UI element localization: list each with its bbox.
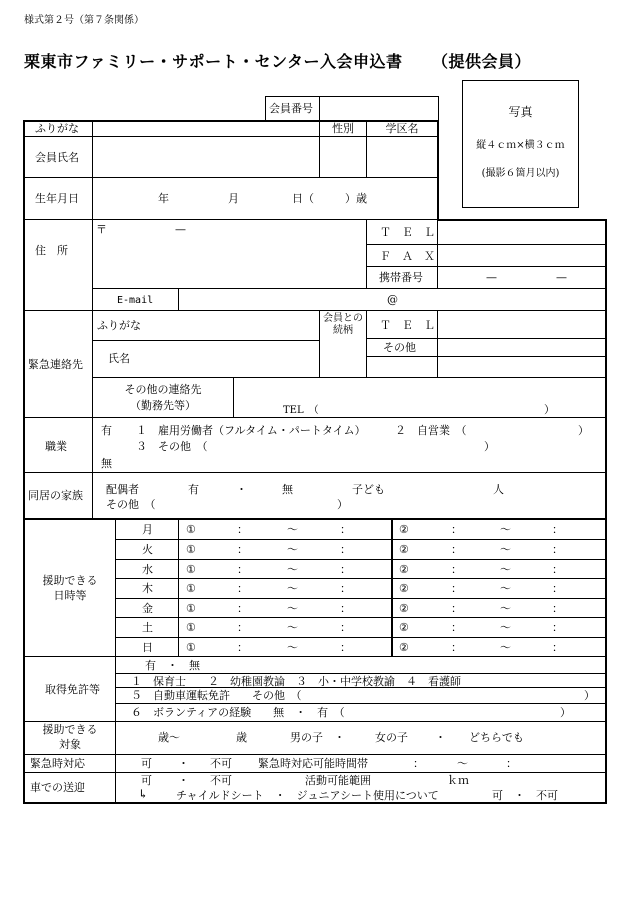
slot1-marker: ① <box>186 563 196 576</box>
emergency-name-field[interactable] <box>150 342 318 376</box>
mobile-label: 携帯番号 <box>379 271 423 284</box>
mobile-dash-2: — <box>556 271 567 284</box>
slot1-colon-1: ： <box>237 641 248 654</box>
slot1-colon-2: ： <box>340 621 351 634</box>
day-label: 火 <box>142 543 153 556</box>
slot1-colon-1: ： <box>237 563 248 576</box>
car-seat-label: チャイルドシート ・ ジュニアシート使用について <box>176 789 439 802</box>
email-label: E-mail <box>117 295 154 306</box>
postal-dash: — <box>175 223 186 236</box>
occupation-opt3-close: ） <box>484 440 495 453</box>
emergency-response-label: 緊急時対応 <box>30 757 85 770</box>
occupation-label: 職業 <box>45 440 67 453</box>
slot2-tilde: ～ <box>500 641 511 654</box>
slot1-colon-1: ： <box>237 523 248 536</box>
slot2-tilde: ～ <box>500 602 511 615</box>
slot1-marker: ① <box>186 582 196 595</box>
fax-field[interactable] <box>439 246 604 265</box>
occupation-opt2: ２ 自営業 （ <box>395 424 467 437</box>
family-people: 人 <box>493 483 504 496</box>
slot2-colon-2: ： <box>552 602 563 615</box>
furigana-field[interactable] <box>94 121 318 135</box>
slot2-colon-1: ： <box>451 543 462 556</box>
target-girl: 女の子 <box>375 731 408 744</box>
emergency-response-dot: ・ <box>178 757 189 770</box>
family-label: 同居の家族 <box>28 489 83 502</box>
member-name-field[interactable] <box>94 138 318 176</box>
emergency-hours-tilde: ～ <box>457 757 468 770</box>
family-yes: 有 <box>188 483 199 496</box>
slot1-marker: ① <box>186 621 196 634</box>
family-no: 無 <box>282 483 293 496</box>
occupation-opt3: ３ その他 （ <box>136 440 208 453</box>
slot2-colon-2: ： <box>552 523 563 536</box>
license-line1: １ 保育士 ２ 幼稚園教論 ３ 小・中学校教諭 ４ 看護師 <box>131 675 461 688</box>
availability-label-1: 援助できる <box>42 574 98 587</box>
dob-day: 日（ <box>292 192 314 205</box>
car-seat-ok: 可 <box>492 789 503 802</box>
member-number-label: 会員番号 <box>269 102 313 115</box>
family-other: その他 （ <box>106 498 156 511</box>
slot1-tilde: ～ <box>287 563 298 576</box>
target-boy: 男の子 ・ <box>290 731 345 744</box>
family-other-close: ） <box>337 498 348 511</box>
family-children: 子ども <box>352 483 385 496</box>
emergency-tel-label: Ｔ Ｅ Ｌ <box>380 319 435 332</box>
slot2-marker: ② <box>399 602 409 615</box>
license-line2-close: ） <box>584 689 595 702</box>
slot2-colon-2: ： <box>552 621 563 634</box>
slot1-colon-2: ： <box>340 543 351 556</box>
slot1-tilde: ～ <box>287 602 298 615</box>
slot2-colon-2: ： <box>552 563 563 576</box>
email-at: @ <box>387 293 398 306</box>
slot2-tilde: ～ <box>500 543 511 556</box>
other-contact-label-2: （勤務先等） <box>130 399 196 412</box>
slot1-colon-2: ： <box>340 582 351 595</box>
occupation-yes: 有 <box>101 424 112 437</box>
member-name-label: 会員氏名 <box>35 151 79 164</box>
emergency-label: 緊急連絡先 <box>28 358 83 371</box>
day-label: 木 <box>142 582 153 595</box>
license-label: 取得免許等 <box>45 683 100 696</box>
car-seat-dot: ・ <box>514 789 525 802</box>
slot2-marker: ② <box>399 563 409 576</box>
slot2-colon-2: ： <box>552 582 563 595</box>
dob-year: 年 <box>158 192 169 205</box>
slot2-tilde: ～ <box>500 621 511 634</box>
license-yes-no: 有 ・ 無 <box>145 659 200 672</box>
car-range-label: 活動可能範囲 <box>305 774 371 787</box>
slot1-colon-2: ： <box>340 602 351 615</box>
school-district-field[interactable] <box>368 138 436 176</box>
slot1-marker: ① <box>186 523 196 536</box>
slot1-marker: ① <box>186 543 196 556</box>
slot2-colon-1: ： <box>451 523 462 536</box>
address-field[interactable] <box>94 221 365 287</box>
family-spouse: 配偶者 <box>106 483 139 496</box>
mobile-dash-1: — <box>486 271 497 284</box>
slot1-colon-1: ： <box>237 582 248 595</box>
slot1-tilde: ～ <box>287 621 298 634</box>
slot1-tilde: ～ <box>287 523 298 536</box>
dob-label: 生年月日 <box>35 192 79 205</box>
slot1-tilde: ～ <box>287 641 298 654</box>
relation-label-2: 続柄 <box>333 325 353 336</box>
emergency-response-ng: 不可 <box>210 757 232 770</box>
license-line3: ６ ボランティアの経験 無 ・ 有 （ <box>131 706 345 719</box>
car-label: 車での送迎 <box>30 781 85 794</box>
slot1-colon-1: ： <box>237 602 248 615</box>
slot1-colon-1: ： <box>237 543 248 556</box>
slot2-marker: ② <box>399 621 409 634</box>
slot1-colon-1: ： <box>237 621 248 634</box>
slot2-colon-2: ： <box>552 641 563 654</box>
slot1-tilde: ～ <box>287 582 298 595</box>
car-arrow-icon: ↳ <box>138 787 149 801</box>
tel-field[interactable] <box>439 221 604 243</box>
day-label: 金 <box>142 602 153 615</box>
slot1-marker: ① <box>186 641 196 654</box>
car-seat-ng: 不可 <box>536 789 558 802</box>
slot1-colon-2: ： <box>340 641 351 654</box>
slot2-marker: ② <box>399 543 409 556</box>
occupation-opt1: １ 雇用労働者（フルタイム・パートタイム） <box>136 424 366 437</box>
page-title: 栗東市ファミリー・サポート・センター入会申込書 <box>24 52 403 71</box>
emergency-hours-colon-1: ： <box>413 757 424 770</box>
target-dot: ・ <box>435 731 446 744</box>
emergency-name-label: 氏名 <box>108 352 130 365</box>
day-label: 月 <box>142 523 153 536</box>
slot2-tilde: ～ <box>500 523 511 536</box>
slot2-tilde: ～ <box>500 563 511 576</box>
family-dot: ・ <box>236 483 247 496</box>
postal-mark: 〒 <box>96 223 107 236</box>
slot2-colon-1: ： <box>451 621 462 634</box>
day-label: 日 <box>142 641 153 654</box>
slot2-colon-1: ： <box>451 602 462 615</box>
car-dot: ・ <box>178 774 189 787</box>
email-field[interactable] <box>180 290 604 309</box>
car-km: ｋｍ <box>447 774 469 787</box>
target-label-1: 援助できる <box>42 723 98 736</box>
slot2-colon-2: ： <box>552 543 563 556</box>
car-ng: 不可 <box>210 774 232 787</box>
school-district-label: 学区名 <box>385 122 419 135</box>
target-either: どちらでも <box>469 731 524 744</box>
license-line3-close: ） <box>560 706 571 719</box>
slot1-colon-2: ： <box>340 563 351 576</box>
slot1-colon-2: ： <box>340 523 351 536</box>
target-label-2: 対象 <box>59 738 81 751</box>
other-contact-close: ） <box>544 403 555 416</box>
form-reference: 様式第２号（第７条関係） <box>24 15 144 26</box>
day-label: 土 <box>142 621 153 634</box>
emergency-hours-colon-2: ： <box>506 757 517 770</box>
furigana-label: ふりがな <box>35 122 79 135</box>
slot2-tilde: ～ <box>500 582 511 595</box>
emergency-tel-field[interactable] <box>439 312 604 337</box>
emergency-response-ok: 可 <box>141 757 152 770</box>
slot2-marker: ② <box>399 582 409 595</box>
car-ok: 可 <box>141 774 152 787</box>
emergency-furigana-label: ふりがな <box>97 319 141 332</box>
photo-note: (撮影６箇月以内) <box>481 168 560 179</box>
other-contact-label-1: その他の連絡先 <box>124 383 202 396</box>
address-label: 住 所 <box>35 244 68 257</box>
slot2-colon-1: ： <box>451 582 462 595</box>
member-number-field[interactable] <box>321 98 435 118</box>
relation-label-1: 会員との <box>323 313 363 324</box>
dob-month: 月 <box>228 192 239 205</box>
gender-label: 性別 <box>332 122 354 135</box>
gender-field[interactable] <box>321 138 365 176</box>
fax-label: Ｆ Ａ Ｘ <box>380 250 435 263</box>
slot1-marker: ① <box>186 602 196 615</box>
emergency-other-label: その他 <box>383 341 416 354</box>
emergency-hours-label: 緊急時対応可能時間帯 <box>258 757 368 770</box>
other-contact-tel: TEL （ <box>283 405 319 416</box>
license-line2: ５ 自動車運転免許 その他 （ <box>131 689 302 702</box>
photo-size: 縦４ｃｍ×横３ｃｍ <box>476 140 565 151</box>
photo-title: 写真 <box>508 105 533 119</box>
occupation-opt2-close: ） <box>578 424 589 437</box>
day-label: 水 <box>142 563 153 576</box>
page-subtitle: （提供会員） <box>432 52 532 71</box>
tel-label: Ｔ Ｅ Ｌ <box>380 226 435 239</box>
slot2-marker: ② <box>399 641 409 654</box>
slot2-marker: ② <box>399 523 409 536</box>
target-age-to: 歳 <box>236 731 247 744</box>
slot2-colon-1: ： <box>451 563 462 576</box>
slot1-tilde: ～ <box>287 543 298 556</box>
dob-age: ）歳 <box>345 192 367 205</box>
slot2-colon-1: ： <box>451 641 462 654</box>
occupation-no: 無 <box>101 457 112 470</box>
availability-label-2: 日時等 <box>53 589 87 602</box>
target-age-from: 歳～ <box>158 731 180 744</box>
